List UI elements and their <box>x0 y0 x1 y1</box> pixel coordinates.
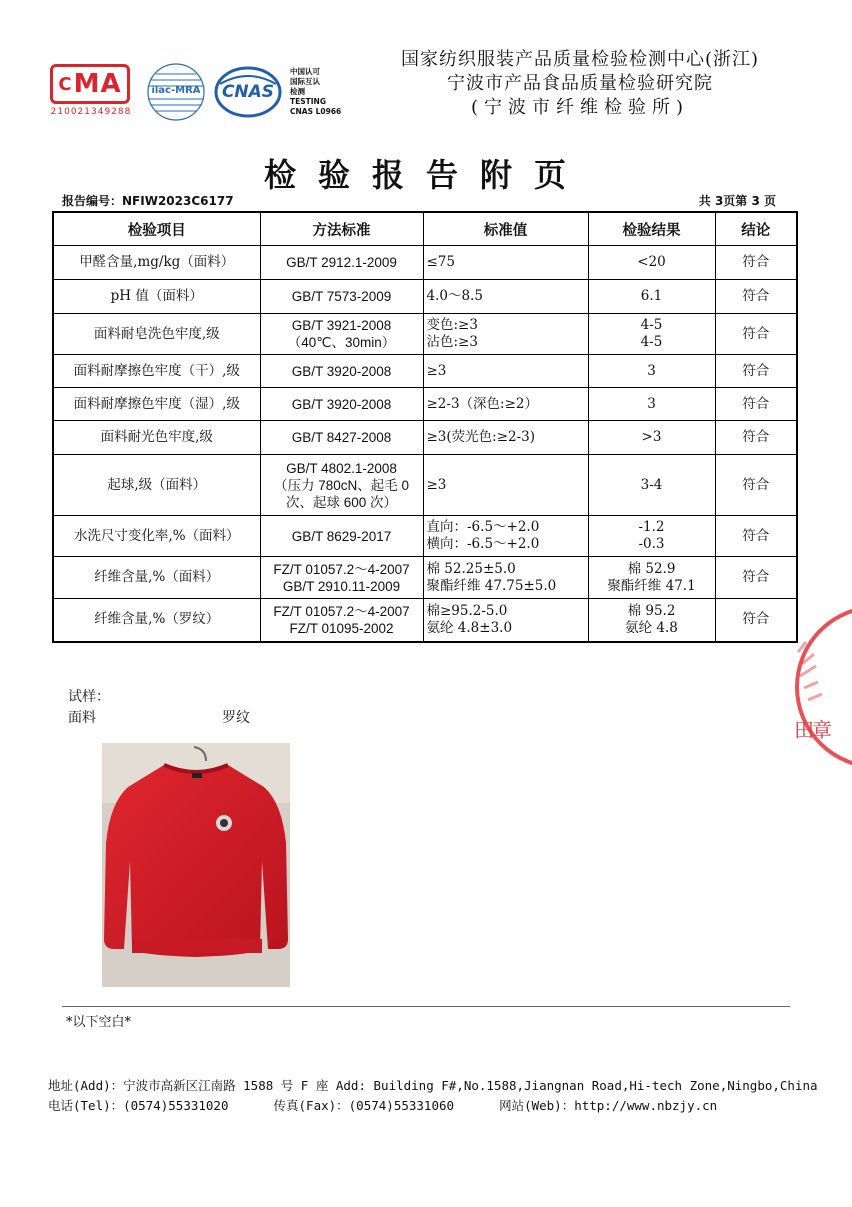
row-method: GB/T 8427-2008 <box>260 421 423 455</box>
header-method: 方法标准 <box>260 212 423 246</box>
cma-mark: C MA <box>50 64 130 104</box>
row-result: 4-5 4-5 <box>588 314 715 355</box>
row-standard: ≤75 <box>423 246 588 280</box>
seal-stamp-icon <box>792 602 852 772</box>
row-conclusion: 符合 <box>715 246 797 280</box>
header-item: 检验项目 <box>53 212 260 246</box>
row-method: GB/T 7573-2009 <box>260 280 423 314</box>
row-result: <20 <box>588 246 715 280</box>
cma-text: MA <box>73 69 122 99</box>
org-line-3: (宁波市纤维检验所) <box>470 97 690 118</box>
table-row <box>53 421 797 455</box>
row-method: FZ/T 01057.2～4-2007 GB/T 2910.11-2009 <box>260 557 423 599</box>
cma-code: 210021349288 <box>50 107 132 117</box>
row-result: 6.1 <box>588 280 715 314</box>
row-result: >3 <box>588 421 715 455</box>
sample-rib-label: 罗纹 <box>222 710 250 726</box>
row-conclusion: 符合 <box>715 516 797 557</box>
row-standard: 直向：-6.5～+2.0 横向：-6.5～+2.0 <box>423 516 588 557</box>
row-method: GB/T 3920-2008 <box>260 388 423 421</box>
row-standard: ≥2-3（深色:≥2） <box>423 388 588 421</box>
org-line-2: 宁波市产品食品质量检验研究院 <box>447 73 713 94</box>
footer-web: 网站(Web)：http://www.nbzjy.cn <box>499 1098 718 1113</box>
red-sweatshirt-icon <box>102 743 290 987</box>
table-row <box>53 516 797 557</box>
row-item: 起球,级（面料） <box>53 455 260 516</box>
row-conclusion: 符合 <box>715 557 797 599</box>
cnas-caption: 中国认可 国际互认 检测 TESTING CNAS L0966 <box>290 67 342 116</box>
seal-text: 田章 <box>794 718 830 742</box>
row-conclusion: 符合 <box>715 455 797 516</box>
page-info: 共 3页第 3 页 <box>698 194 776 208</box>
report-number: 报告编号：NFIW2023C6177 <box>62 194 234 208</box>
table-row <box>53 557 797 599</box>
cnas-text: CNAS <box>221 82 275 102</box>
cnas-logo <box>214 66 282 118</box>
row-conclusion: 符合 <box>715 388 797 421</box>
row-item: 面料耐摩擦色牢度（干）,级 <box>53 355 260 388</box>
header-result: 检验结果 <box>588 212 715 246</box>
row-result: 棉 95.2 氨纶 4.8 <box>588 599 715 642</box>
row-item: 甲醛含量,mg/kg（面料） <box>53 246 260 280</box>
table-row <box>53 280 797 314</box>
table-row <box>53 599 797 642</box>
footer-fax: 传真(Fax)：(0574)55331060 <box>273 1098 455 1113</box>
table-row <box>53 314 797 355</box>
row-item: pH 值（面料） <box>53 280 260 314</box>
row-method: GB/T 3920-2008 <box>260 355 423 388</box>
row-result: 3-4 <box>588 455 715 516</box>
table-row <box>53 355 797 388</box>
row-item: 纤维含量,%（罗纹） <box>53 599 260 642</box>
row-item: 纤维含量,%（面料） <box>53 557 260 599</box>
row-result: 棉 52.9 聚酯纤维 47.1 <box>588 557 715 599</box>
row-standard: 4.0～8.5 <box>423 280 588 314</box>
sample-photo <box>102 743 290 987</box>
row-item: 面料耐摩擦色牢度（湿）,级 <box>53 388 260 421</box>
row-method: GB/T 2912.1-2009 <box>260 246 423 280</box>
table-row <box>53 246 797 280</box>
table-row <box>53 388 797 421</box>
row-conclusion: 符合 <box>715 599 797 642</box>
row-standard: 棉≥95.2-5.0 氨纶 4.8±3.0 <box>423 599 588 642</box>
table-header-row <box>53 212 797 246</box>
row-standard: ≥3 <box>423 455 588 516</box>
org-line-1: 国家纺织服装产品质量检验检测中心(浙江) <box>400 49 760 70</box>
row-item: 面料耐皂洗色牢度,级 <box>53 314 260 355</box>
results-table <box>52 211 798 643</box>
samples-label: 试样： <box>68 689 110 705</box>
row-conclusion: 符合 <box>715 314 797 355</box>
row-conclusion: 符合 <box>715 355 797 388</box>
organization-name <box>360 48 800 120</box>
divider <box>62 1006 790 1007</box>
inspection-seal <box>792 602 852 772</box>
row-method: GB/T 8629-2017 <box>260 516 423 557</box>
page-title: 检验报告附页 <box>263 156 588 194</box>
sample-fabric-label: 面料 <box>68 710 96 726</box>
row-conclusion: 符合 <box>715 280 797 314</box>
row-method: GB/T 3921-2008 （40℃、30min） <box>260 314 423 355</box>
ilac-mra-logo <box>146 62 206 122</box>
header-standard: 标准值 <box>423 212 588 246</box>
table-row <box>53 455 797 516</box>
row-standard: 棉 52.25±5.0 聚酯纤维 47.75±5.0 <box>423 557 588 599</box>
footer-contact <box>48 1096 717 1114</box>
row-standard: 变色:≥3 沾色:≥3 <box>423 314 588 355</box>
row-result: -1.2 -0.3 <box>588 516 715 557</box>
row-result: 3 <box>588 388 715 421</box>
row-standard: ≥3(荧光色:≥2-3) <box>423 421 588 455</box>
footer-address: 地址(Add)：宁波市高新区江南路 1588 号 F 座 Add: Building F#,No.1588,Jiangnan Road,Hi-tech Zone,Ningbo,China <box>48 1078 818 1093</box>
ilac-text: ilac-MRA <box>151 85 201 96</box>
footer-tel: 电话(Tel)：(0574)55331020 <box>48 1098 229 1113</box>
row-item: 水洗尺寸变化率,%（面料） <box>53 516 260 557</box>
header-conclusion: 结论 <box>715 212 797 246</box>
cma-logo <box>50 64 132 122</box>
row-conclusion: 符合 <box>715 421 797 455</box>
blank-note: *以下空白* <box>66 1015 132 1030</box>
row-item: 面料耐光色牢度,级 <box>53 421 260 455</box>
row-method: GB/T 4802.1-2008 （压力 780cN、起毛 0 次、起球 600 次） <box>260 455 423 516</box>
row-method: FZ/T 01057.2～4-2007 FZ/T 01095-2002 <box>260 599 423 642</box>
row-standard: ≥3 <box>423 355 588 388</box>
row-result: 3 <box>588 355 715 388</box>
